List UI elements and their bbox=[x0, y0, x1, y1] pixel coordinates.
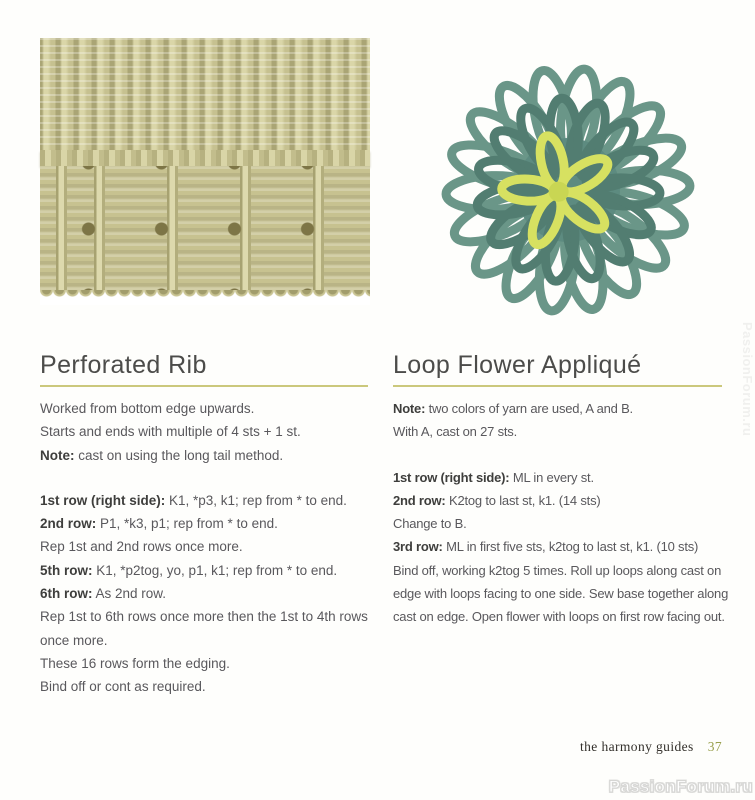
swatch-ridge bbox=[40, 150, 370, 166]
instruction-line: 3rd row: ML in first five sts, k2tog to last st, k1. (10 sts) bbox=[393, 539, 699, 555]
instruction-line: 6th row: As 2nd row. bbox=[40, 586, 167, 602]
pattern-title-perforated-rib: Perforated Rib bbox=[40, 351, 207, 379]
swatch-rib-band bbox=[40, 38, 370, 150]
instruction-line: Starts and ends with multiple of 4 sts + 1 st. bbox=[40, 424, 301, 440]
watermark-bottom: PassionForum.ru bbox=[608, 777, 753, 796]
instruction-line: 2nd row: K2tog to last st, k1. (14 sts) bbox=[393, 492, 601, 508]
title-rule-right bbox=[393, 385, 722, 387]
page-footer bbox=[380, 739, 722, 755]
title-rule-left bbox=[40, 385, 368, 387]
instruction-line: Change to B. bbox=[393, 516, 467, 532]
instructions-loop-flower bbox=[393, 397, 741, 629]
instruction-line: 1st row (right side): K1, *p3, k1; rep from * to end. bbox=[40, 492, 347, 508]
perforated-rib-photo bbox=[40, 38, 370, 305]
instruction-line: Rep 1st to 6th rows once more then the 1st to 4th rows once more. bbox=[40, 609, 368, 648]
pattern-title-loop-flower: Loop Flower Appliqué bbox=[393, 351, 642, 379]
swatch-eyelet-band bbox=[40, 166, 370, 290]
book-title: the harmony guides bbox=[580, 739, 694, 754]
loop-flower-photo bbox=[420, 40, 710, 320]
watermark-side: PassionForum.ru bbox=[740, 322, 755, 437]
instruction-line: With A, cast on 27 sts. bbox=[393, 424, 518, 440]
instructions-perforated-rib bbox=[40, 397, 374, 699]
page-number: 37 bbox=[707, 739, 722, 754]
instruction-line: 2nd row: P1, *k3, p1; rep from * to end. bbox=[40, 516, 278, 532]
loop-flower-illustration bbox=[420, 40, 710, 320]
instruction-line: Bind off, working k2tog 5 times. Roll up loops along cast on edge with loops facing to one side. Sew base together along cast on edge. Open flower with loops on first row facing out. bbox=[393, 562, 729, 625]
flower bbox=[429, 52, 707, 320]
instruction-line: Rep 1st and 2nd rows once more. bbox=[40, 539, 243, 555]
swatch-castoff-edge bbox=[40, 290, 370, 305]
instruction-line: Worked from bottom edge upwards. bbox=[40, 401, 255, 416]
instruction-line: Bind off or cont as required. bbox=[40, 679, 206, 695]
instruction-line: 5th row: K1, *p2tog, yo, p1, k1; rep from * to end. bbox=[40, 562, 338, 578]
instruction-line: Note: cast on using the long tail method. bbox=[40, 447, 284, 463]
instruction-line: Note: two colors of yarn are used, A and B. bbox=[393, 401, 633, 416]
instruction-line: These 16 rows form the edging. bbox=[40, 655, 230, 671]
instruction-line: 1st row (right side): ML in every st. bbox=[393, 469, 594, 485]
